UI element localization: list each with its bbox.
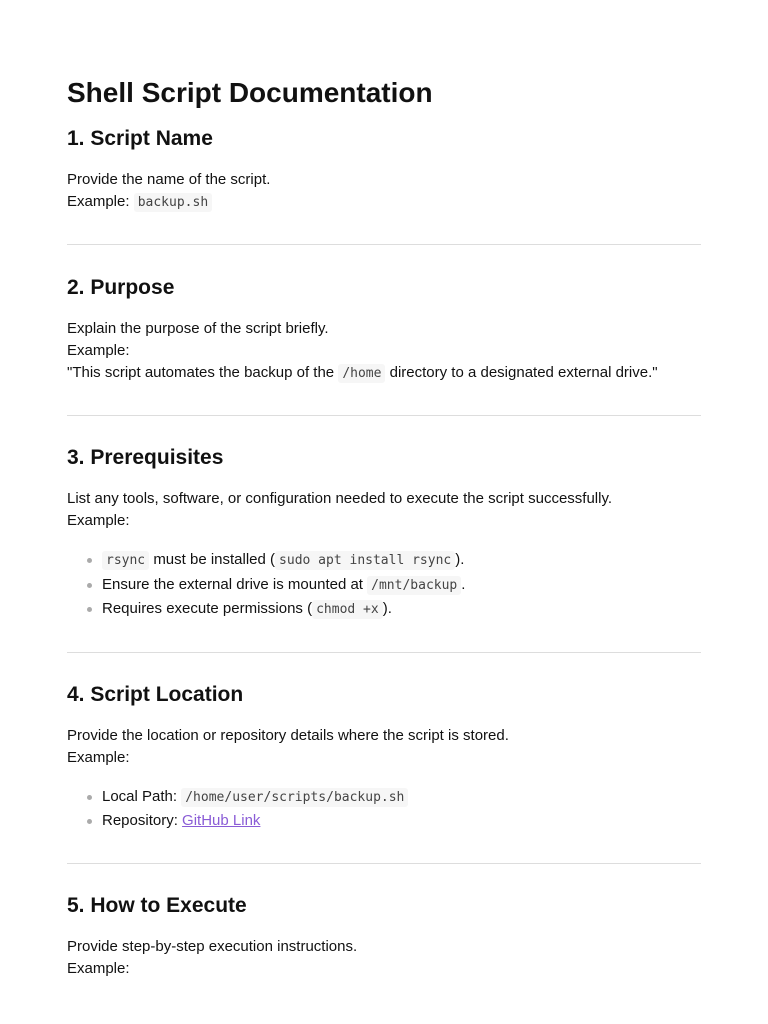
list-item-text: Requires execute permissions (: [102, 600, 313, 617]
section-body-script-name: [67, 169, 701, 214]
example-line: [67, 191, 701, 214]
github-link[interactable]: GitHub Link: [182, 812, 261, 829]
quote-text: directory to a designated external drive.": [389, 364, 658, 381]
location-list: [67, 785, 701, 833]
quote-text: "This script automates the backup of the: [67, 364, 335, 381]
section-divider: [67, 244, 701, 245]
section-heading-purpose: 2. Purpose: [67, 276, 175, 299]
list-item: [102, 785, 701, 810]
section-heading-script-location: 4. Script Location: [67, 682, 244, 706]
list-item: [102, 573, 701, 598]
section-divider: [67, 415, 701, 416]
section-description: Explain the purpose of the script briefly.: [67, 320, 329, 337]
example-label: Example:: [67, 959, 130, 977]
inline-code: backup.sh: [134, 193, 212, 212]
list-item: [102, 548, 701, 573]
list-item: [102, 597, 701, 622]
section-heading-how-to-execute: 5. How to Execute: [67, 893, 247, 917]
section-body-how-to-execute: [67, 936, 701, 980]
list-item-label: Repository:: [102, 812, 178, 829]
example-label: Example:: [67, 512, 130, 529]
inline-code: sudo apt install rsync: [275, 551, 455, 570]
section-divider: [67, 652, 701, 653]
list-item-label: Local Path:: [102, 787, 178, 805]
section-description: Provide step-by-step execution instructions.: [67, 937, 358, 955]
section-body-script-location: [67, 725, 701, 769]
example-label: Example:: [67, 193, 130, 210]
section-description: Provide the location or repository details where the script is stored.: [67, 726, 509, 744]
list-item-text: ).: [455, 551, 465, 568]
section-heading-script-name: 1. Script Name: [67, 127, 213, 150]
example-quote: [67, 362, 701, 385]
section-description: Provide the name of the script.: [67, 171, 271, 188]
section-body-purpose: [67, 318, 701, 385]
inline-code: /home: [338, 364, 385, 383]
list-item-text: must be installed (: [153, 551, 276, 568]
section-divider: [67, 863, 701, 864]
inline-code: rsync: [102, 551, 149, 570]
example-label: Example:: [67, 748, 130, 766]
list-item-text: .: [461, 575, 466, 593]
section-body-prerequisites: [67, 488, 701, 532]
section-description: List any tools, software, or configuration needed to execute the script successfully.: [67, 490, 613, 507]
page-title: Shell Script Documentation: [67, 77, 433, 108]
example-label: Example:: [67, 342, 130, 359]
inline-code: /mnt/backup: [367, 576, 461, 595]
list-item-text: Ensure the external drive is mounted at: [102, 575, 363, 593]
prerequisites-list: [67, 548, 701, 622]
inline-code: chmod +x: [312, 600, 383, 619]
inline-code: /home/user/scripts/backup.sh: [181, 788, 408, 807]
list-item-text: ).: [382, 600, 392, 617]
list-item: [102, 809, 701, 833]
section-heading-prerequisites: 3. Prerequisites: [67, 446, 224, 469]
